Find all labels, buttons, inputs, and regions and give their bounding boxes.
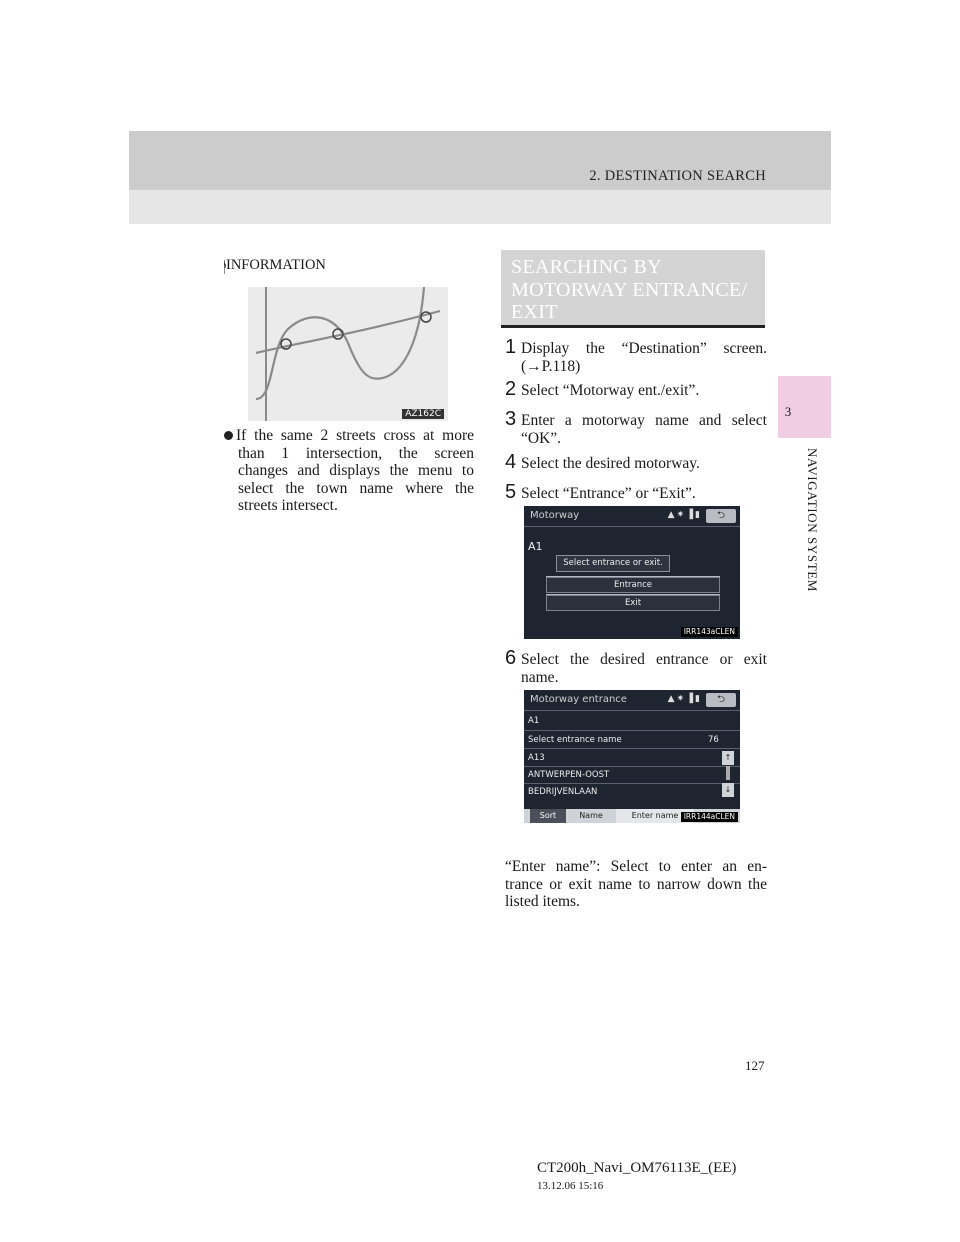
list-item[interactable]: ANTWERPEN-OOST [528,770,610,780]
step-4 [505,451,767,473]
step-number: 4 [505,451,517,473]
chapter-label: NAVIGATION SYSTEM [805,448,820,592]
page-number: 127 [745,1058,765,1073]
list-item[interactable]: A13 [528,753,545,763]
scrollbar-thumb[interactable] [726,766,730,780]
motorway-name: A1 [528,716,540,726]
list-count: 76 [708,735,719,745]
divider [524,783,740,784]
step-text: “OK”. [521,430,562,447]
bullet-line: streets intersect. [238,497,338,514]
bullet-line: select the town name where the [238,479,474,497]
section-title-line: MOTORWAY ENTRANCE/ [511,278,748,301]
step-text: Display the “Destination” screen. [521,340,767,357]
intersection-marker-1 [281,339,291,349]
divider [524,526,740,527]
section-header-title: 2. DESTINATION SEARCH [589,168,766,184]
step-text: (→P.118) [521,358,581,375]
step-text: Select the desired entrance or exit [521,651,767,668]
print-stamp: 13.12.06 15:16 [537,1180,604,1192]
back-button[interactable]: ⮌ [706,509,736,523]
section-title-line: SEARCHING BY [511,256,662,278]
tab-sort[interactable]: Sort [530,809,566,823]
step-number: 6 [505,647,517,669]
information-header [224,256,474,278]
motorway-screen [524,506,740,639]
step-number: 3 [505,408,517,430]
section-heading [501,250,765,328]
divider [524,730,740,731]
divider [524,710,740,711]
select-prompt-button: Select entrance or exit. [556,555,670,572]
entrance-button[interactable]: Entrance [546,577,720,593]
motorway-entrance-screen [524,690,740,823]
information-label: INFORMATION [226,257,326,273]
document-id: CT200h_Navi_OM76113E_(EE) [537,1160,737,1176]
bullet-line: than 1 intersection, the screen [238,444,474,462]
status-icons: ▲✷▐▮ [667,510,702,520]
step-6 [505,647,767,687]
information-bullet [224,427,474,515]
note-line: trance or exit name to narrow down the [505,875,767,893]
chapter-number: 3 [784,404,792,419]
bullet-line: changes and displays the menu to [238,462,474,479]
list-header-label: Select entrance name [528,735,622,745]
step-2 [505,378,767,400]
step-number: 5 [505,481,517,503]
exit-button[interactable]: Exit [546,595,720,611]
divider [524,766,740,767]
intersection-illustration [248,287,448,421]
intersection-marker-3 [421,312,431,322]
section-title-line: EXIT [511,301,558,323]
divider [524,748,740,749]
step-text: Select the desired motorway. [521,455,700,472]
back-button[interactable]: ⮌ [706,693,736,707]
enter-name-note [505,858,767,911]
note-line: “Enter name”: Select to enter an en- [505,858,767,875]
figure-code: IRR144aCLEN [681,812,738,822]
screen-title: Motorway entrance [530,694,627,705]
figure-code: IRR143aCLEN [681,627,738,637]
section-title [511,256,747,324]
screen-title: Motorway [530,510,580,521]
step-5 [505,481,767,503]
list-item[interactable]: BEDRIJVENLAAN [528,787,598,797]
bullet-dot-icon [224,431,233,440]
step-text: name. [521,669,559,686]
note-line: listed items. [505,893,580,910]
step-text: Select “Entrance” or “Exit”. [521,485,696,502]
status-icons: ▲✷▐▮ [667,694,702,704]
scroll-down-icon[interactable]: ↓ [722,783,734,797]
tab-enter-name[interactable]: Enter name [616,809,694,823]
step-text: Enter a motorway name and select [521,412,767,429]
bullet-line: If the same 2 streets cross at more [236,427,474,444]
step-3 [505,408,767,448]
illustration-code: AZ162C [402,409,444,419]
street-curves [248,287,448,421]
scroll-up-icon[interactable]: ↑ [722,751,734,765]
step-number: 2 [505,378,517,400]
step-number: 1 [505,336,517,358]
step-1 [505,336,767,376]
header-subband [129,190,831,224]
step-text: Select “Motorway ent./exit”. [521,382,700,399]
tab-name[interactable]: Name [579,811,603,820]
motorway-name: A1 [528,540,543,553]
